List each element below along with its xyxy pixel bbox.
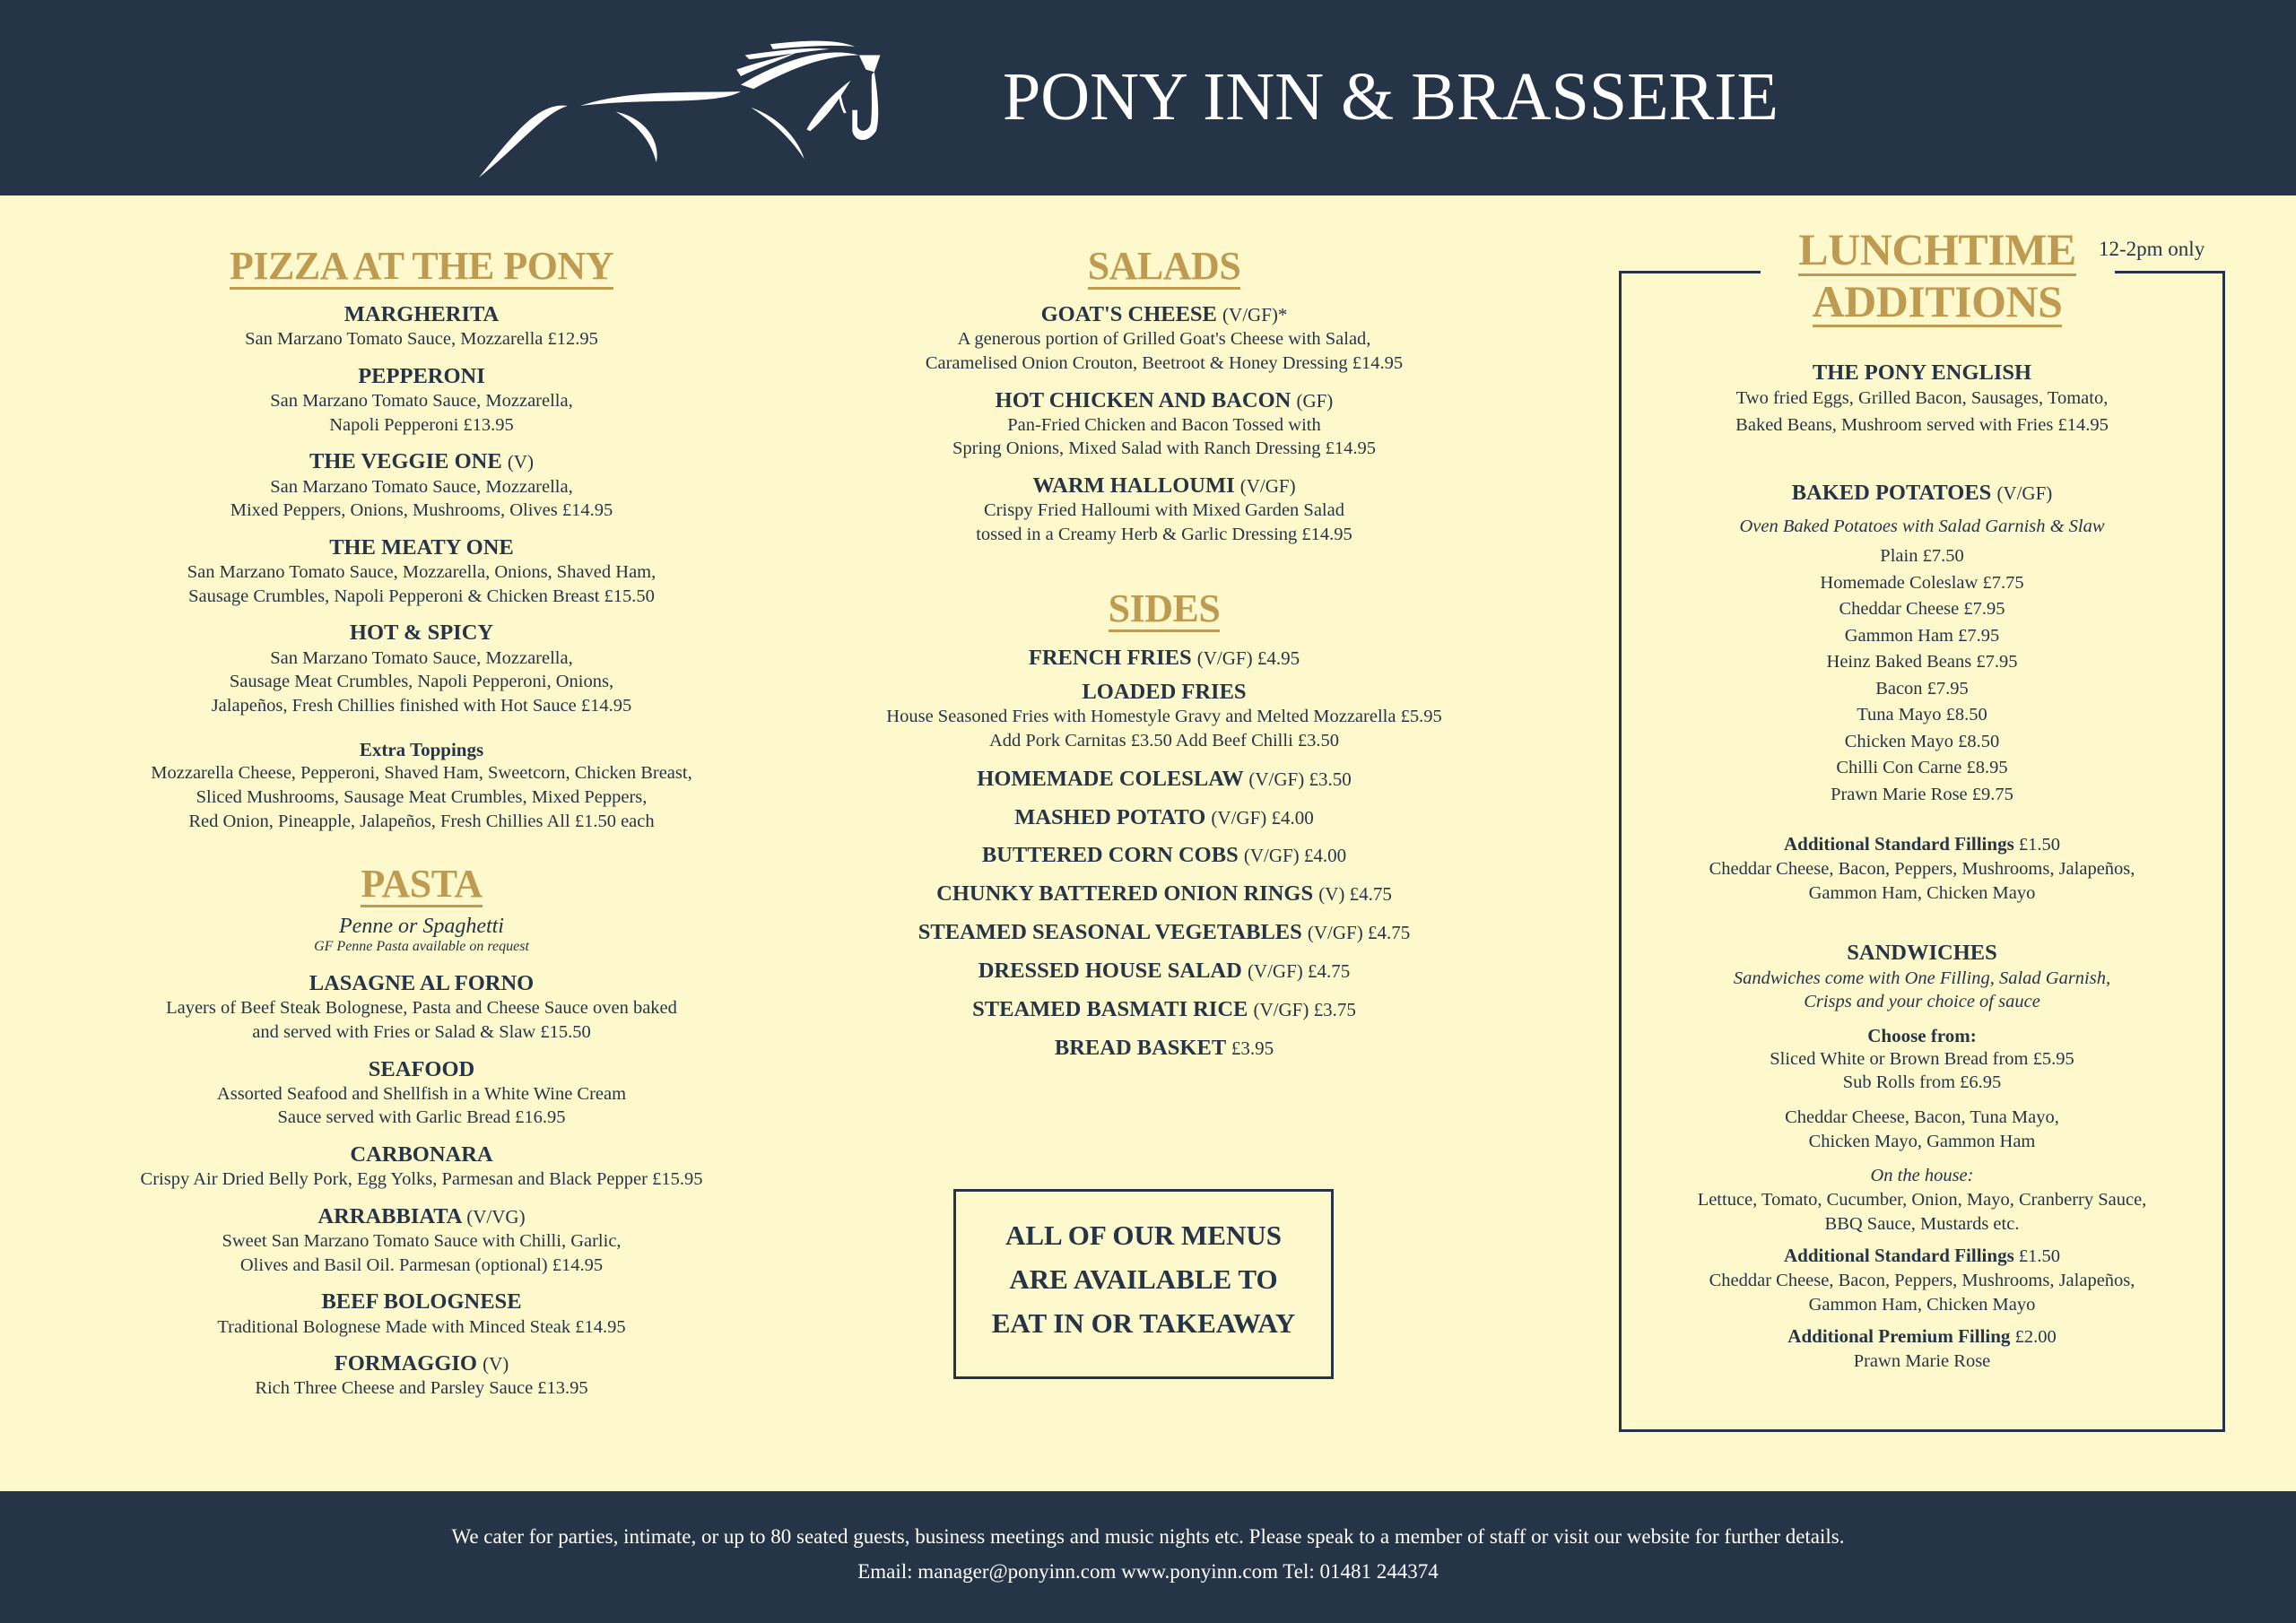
- brand-title: PONY INN & BRASSERIE: [1003, 59, 1779, 135]
- side-price: (V/GF) £3.50: [1248, 768, 1352, 790]
- item-name: [63, 449, 780, 474]
- description-line: Traditional Bolognese Made with Minced Steak £14.95: [217, 1316, 626, 1337]
- side-name: STEAMED BASMATI RICE: [972, 997, 1248, 1022]
- item-title: SEAFOOD: [368, 1056, 475, 1081]
- description-line: Crispy Air Dried Belly Pork, Egg Yolks, Parmesan and Black Pepper £15.95: [140, 1169, 703, 1190]
- potato-option: Chilli Con Carne £8.95: [1836, 758, 2008, 778]
- dietary-tag: (V): [483, 1353, 509, 1376]
- item-name: [63, 1351, 780, 1376]
- description-line: Sausage Crumbles, Napoli Pepperoni & Chicken Breast £15.50: [188, 586, 655, 606]
- lunchtime-title: LUNCHTIME ADDITIONS: [1798, 224, 2076, 326]
- description-line: San Marzano Tomato Sauce, Mozzarella,: [270, 391, 573, 412]
- pasta-subtitle: Penne or Spaghetti: [339, 915, 504, 939]
- footer-contact: Email: manager@ponyinn.com www.ponyinn.com Tel: 01481 244374: [857, 1560, 1439, 1583]
- item-title: MARGHERITA: [344, 302, 500, 327]
- menu-item: [63, 971, 780, 1044]
- dietary-tag: (V/GF)*: [1222, 304, 1288, 326]
- dietary-tag: (V/VG): [466, 1205, 526, 1228]
- box-border: [1619, 271, 1761, 273]
- description-line: Pan-Fried Chicken and Bacon Tossed with: [1007, 414, 1321, 435]
- item-description: [63, 1082, 780, 1130]
- text-line: House Seasoned Fries with Homestyle Gravy and Melted Mozzarella £5.95: [886, 707, 1442, 727]
- sides-title: SIDES: [1109, 588, 1221, 632]
- text-line: Chicken Mayo, Gammon Ham: [1808, 1131, 2036, 1151]
- item-title: PEPPERONI: [358, 364, 485, 388]
- item-title: ARRABBIATA: [317, 1203, 462, 1228]
- footer-band: [0, 1491, 2296, 1623]
- dietary-tag: (GF): [1296, 389, 1334, 412]
- dietary-tag: (V): [507, 451, 534, 473]
- menu-item: [63, 621, 780, 717]
- item-name: [805, 473, 1523, 499]
- item-description: [63, 647, 780, 718]
- item-name: [63, 621, 780, 646]
- description-line: San Marzano Tomato Sauce, Mozzarella,: [270, 647, 573, 668]
- text-line: BBQ Sauce, Mustards etc.: [1824, 1213, 2020, 1234]
- potato-option: Homemade Coleslaw £7.75: [1820, 572, 2024, 593]
- text-line: Sliced Mushrooms, Sausage Meat Crumbles, Mixed Peppers,: [196, 787, 648, 808]
- potato-option: Heinz Baked Beans £7.95: [1826, 652, 2018, 673]
- item-name: [63, 1142, 780, 1167]
- item-title: FORMAGGIO: [334, 1351, 477, 1376]
- dietary-tag: (V/GF): [1239, 475, 1296, 498]
- horse-icon: [462, 25, 901, 187]
- description-line: Olives and Basil Oil. Parmesan (optional) £14.95: [239, 1254, 604, 1275]
- pony-english-name: THE PONY ENGLISH: [1812, 360, 2032, 385]
- item-description: [63, 1229, 780, 1277]
- item-name: [805, 388, 1523, 413]
- text-line: Two fried Eggs, Grilled Bacon, Sausages, Tomato,: [1735, 388, 2109, 409]
- pasta-note: GF Penne Pasta available on request: [314, 939, 529, 955]
- description-line: Spring Onions, Mixed Salad with Ranch Dressing £14.95: [952, 438, 1377, 459]
- text-line: Gammon Ham, Chicken Mayo: [1808, 882, 2036, 903]
- potato-option: Cheddar Cheese £7.95: [1839, 599, 2005, 620]
- menu-item: [805, 302, 1523, 375]
- description-line: Mixed Peppers, Onions, Mushrooms, Olives £14.95: [230, 500, 613, 521]
- text-line: Sub Rolls from £6.95: [1842, 1072, 2002, 1093]
- description-line: Caramelised Onion Crouton, Beetroot & Honey Dressing £14.95: [925, 353, 1404, 373]
- text-line: Baked Beans, Mushroom served with Fries £14.95: [1735, 414, 2109, 435]
- item-title: BEEF BOLOGNESE: [321, 1289, 522, 1315]
- item-name: [63, 535, 780, 560]
- item-name: [63, 971, 780, 996]
- side-item: [805, 998, 1523, 1022]
- description-line: Jalapeños, Fresh Chillies finished with Hot Sauce £14.95: [211, 695, 632, 716]
- side-name: HOMEMADE COLESLAW: [977, 766, 1244, 791]
- item-title: HOT & SPICY: [349, 621, 494, 646]
- item-title: THE VEGGIE ONE: [309, 449, 502, 474]
- side-name: BREAD BASKET: [1054, 1036, 1226, 1061]
- salads-section: [805, 246, 1523, 547]
- side-price: (V) £4.75: [1318, 883, 1392, 906]
- side-price: (V/GF) £4.75: [1307, 922, 1411, 944]
- menu-item: [63, 1204, 780, 1277]
- item-name: [805, 302, 1523, 327]
- potato-option: Bacon £7.95: [1875, 678, 1969, 699]
- text-line: Add Pork Carnitas £3.50 Add Beef Chilli £3.50: [988, 730, 1340, 751]
- item-description: [805, 327, 1523, 375]
- potato-option: Gammon Ham £7.95: [1844, 625, 2000, 646]
- side-name: STEAMED SEASONAL VEGETABLES: [918, 920, 1302, 945]
- side-price: £3.95: [1231, 1037, 1274, 1060]
- text-line: Lettuce, Tomato, Cucumber, Onion, Mayo, Cranberry Sauce,: [1697, 1190, 2147, 1210]
- item-description: [63, 1167, 780, 1192]
- text-line: Cheddar Cheese, Bacon, Tuna Mayo,: [1785, 1107, 2059, 1128]
- header-band: [0, 0, 2296, 195]
- description-line: San Marzano Tomato Sauce, Mozzarella,: [270, 476, 573, 497]
- side-price: (V/GF) £4.00: [1243, 845, 1347, 867]
- side-name: BUTTERED CORN COBS: [981, 843, 1239, 868]
- side-item: [805, 921, 1523, 945]
- item-title: HOT CHICKEN AND BACON: [995, 387, 1292, 412]
- text-line: Mozzarella Cheese, Pepperoni, Shaved Ham, Sweetcorn, Chicken Breast,: [151, 763, 692, 784]
- description-line: Napoli Pepperoni £13.95: [329, 414, 514, 435]
- pizza-title: PIZZA AT THE PONY: [230, 246, 613, 290]
- item-name: [63, 1057, 780, 1082]
- takeaway-notice: ALL OF OUR MENUS ARE AVAILABLE TO EAT IN OR TAKEAWAY: [953, 1189, 1334, 1379]
- salads-title: SALADS: [1088, 246, 1241, 290]
- pizza-section: [63, 246, 780, 833]
- menu-item: [63, 364, 780, 437]
- potato-option: Tuna Mayo £8.50: [1857, 705, 1987, 725]
- item-title: WARM HALLOUMI: [1032, 473, 1235, 499]
- side-item: [805, 959, 1523, 984]
- description-line: A generous portion of Grilled Goat's Cheese with Salad,: [957, 329, 1371, 350]
- baked-potatoes: BAKED POTATOES (V/GF) Oven Baked Potatoes with Salad Garnish & Slaw Plain £7.50 Homemade Coleslaw £7.75 Cheddar Cheese £7.95 Gammon Ham £7.95 Heinz Baked Beans £7.95 Bacon £7.95 Tuna Mayo £8.50 Chicken Mayo £8.50 Chilli Con Carne £8.95 Prawn Marie Rose £9.75 Additional Standard Fillings £1.50 Cheddar Cheese, Bacon, Peppers, Mushrooms, Jalapeños, Gammon Ham, Chicken Mayo: [1622, 481, 2222, 906]
- side-name: MASHED POTATO: [1014, 804, 1206, 829]
- potato-option: Plain £7.50: [1880, 546, 1964, 567]
- side-price: (V/GF) £3.75: [1253, 999, 1356, 1021]
- item-title: LASAGNE AL FORNO: [309, 971, 535, 996]
- text-line: Sliced White or Brown Bread from £5.95: [1770, 1048, 2074, 1069]
- pizza-items: [63, 302, 780, 717]
- menu-item: [63, 1289, 780, 1339]
- side-item: [805, 844, 1523, 868]
- text-line: Prawn Marie Rose: [1853, 1350, 1991, 1371]
- side-item: [805, 882, 1523, 907]
- description-line: Sweet San Marzano Tomato Sauce with Chilli, Garlic,: [222, 1231, 622, 1252]
- side-item: [805, 1037, 1523, 1061]
- item-description: [63, 560, 780, 608]
- salad-items: [805, 302, 1523, 546]
- description-line: tossed in a Creamy Herb & Garlic Dressing £14.95: [976, 524, 1352, 544]
- pasta-section: [63, 864, 780, 1401]
- item-description: [63, 1315, 780, 1340]
- menu-item: [63, 302, 780, 352]
- item-description: [805, 413, 1523, 461]
- pasta-title: PASTA: [361, 864, 482, 907]
- potato-option: Prawn Marie Rose £9.75: [1831, 784, 2013, 804]
- item-name: [63, 364, 780, 389]
- description-line: Rich Three Cheese and Parsley Sauce £13.95: [255, 1378, 588, 1399]
- side-item: [805, 768, 1523, 792]
- extra-toppings: [63, 739, 780, 833]
- text-line: Crisps and your choice of sauce: [1804, 992, 2040, 1012]
- footer-info: We cater for parties, intimate, or up to 80 seated guests, business meetings and music nights etc. Please speak to a member of staff or visit our website for further details.: [451, 1525, 1845, 1548]
- item-description: [63, 327, 780, 352]
- item-description: [805, 499, 1523, 546]
- item-name: [63, 1289, 780, 1315]
- side-items: [805, 768, 1523, 1062]
- item-name: [63, 302, 780, 327]
- item-title: THE MEATY ONE: [329, 534, 514, 560]
- potato-option: Chicken Mayo £8.50: [1844, 731, 2000, 751]
- side-name: DRESSED HOUSE SALAD: [978, 959, 1242, 984]
- loaded-fries: LOADED FRIES House Seasoned Fries with Homestyle Gravy and Melted Mozzarella £5.95 Add Pork Carnitas £3.50 Add Beef Chilli £3.50: [805, 680, 1523, 752]
- lunchtime-hours: 12-2pm only: [2099, 238, 2205, 260]
- description-line: Assorted Seafood and Shellfish in a White Wine Cream: [216, 1083, 627, 1104]
- item-name: [63, 1204, 780, 1229]
- side-price: (V/GF) £4.75: [1247, 960, 1351, 983]
- description-line: Sausage Meat Crumbles, Napoli Pepperoni, Onions,: [229, 672, 614, 692]
- text-line: Red Onion, Pineapple, Jalapeños, Fresh Chillies All £1.50 each: [188, 811, 655, 831]
- item-description: [63, 475, 780, 523]
- side-name: CHUNKY BATTERED ONION RINGS: [936, 881, 1314, 907]
- item-title: CARBONARA: [350, 1142, 493, 1167]
- menu-item: [63, 449, 780, 522]
- lunch-content: [1622, 360, 2222, 1373]
- description-line: San Marzano Tomato Sauce, Mozzarella £12.95: [245, 329, 598, 350]
- extra-toppings-title: Extra Toppings: [359, 739, 484, 761]
- item-description: [63, 996, 780, 1044]
- description-line: San Marzano Tomato Sauce, Mozzarella, Onions, Shaved Ham,: [187, 562, 657, 583]
- box-border: [2115, 271, 2225, 273]
- description-line: Layers of Beef Steak Bolognese, Pasta and Cheese Sauce oven baked: [166, 998, 677, 1019]
- menu-item: [805, 388, 1523, 461]
- text-line: Cheddar Cheese, Bacon, Peppers, Mushrooms, Jalapeños,: [1709, 1270, 2135, 1290]
- side-item: [805, 806, 1523, 830]
- menu-item: [63, 1057, 780, 1130]
- menu-item: [63, 535, 780, 608]
- menu-item: [63, 1142, 780, 1192]
- side-item: FRENCH FRIES (V/GF) £4.95: [1028, 646, 1300, 671]
- description-line: Sauce served with Garlic Bread £16.95: [277, 1107, 566, 1128]
- text-line: Gammon Ham, Chicken Mayo: [1808, 1294, 2036, 1315]
- item-description: [63, 1376, 780, 1401]
- menu-item: [63, 1351, 780, 1401]
- item-description: [63, 389, 780, 437]
- sides-section: [805, 588, 1523, 1061]
- description-line: and served with Fries or Salad & Slaw £15.50: [252, 1022, 591, 1042]
- item-title: GOAT'S CHEESE: [1040, 302, 1217, 327]
- sandwiches: SANDWICHES Sandwiches come with One Filling, Salad Garnish, Crisps and your choice of sauce Choose from: Sliced White or Brown Bread from £5.95 Sub Rolls from £6.95 Cheddar Cheese, Bacon, Tuna Mayo, Chicken Mayo, Gammon Ham On the house: Lettuce, Tomato, Cucumber, Onion, Mayo, Cranberry Sauce, BBQ Sauce, Mustards etc. Additional Standard Fillings £1.50 Cheddar Cheese, Bacon, Peppers, Mushrooms, Jalapeños, Gammon Ham, Chicken Mayo Additional Premium Filling £2.00 Prawn Marie Rose: [1622, 941, 2222, 1373]
- text-line: Cheddar Cheese, Bacon, Peppers, Mushrooms, Jalapeños,: [1709, 859, 2135, 880]
- text-line: Sandwiches come with One Filling, Salad Garnish,: [1733, 968, 2111, 988]
- menu-item: [805, 473, 1523, 546]
- side-price: (V/GF) £4.00: [1211, 806, 1314, 829]
- pasta-items: [63, 971, 780, 1401]
- description-line: Crispy Fried Halloumi with Mixed Garden Salad: [984, 500, 1344, 521]
